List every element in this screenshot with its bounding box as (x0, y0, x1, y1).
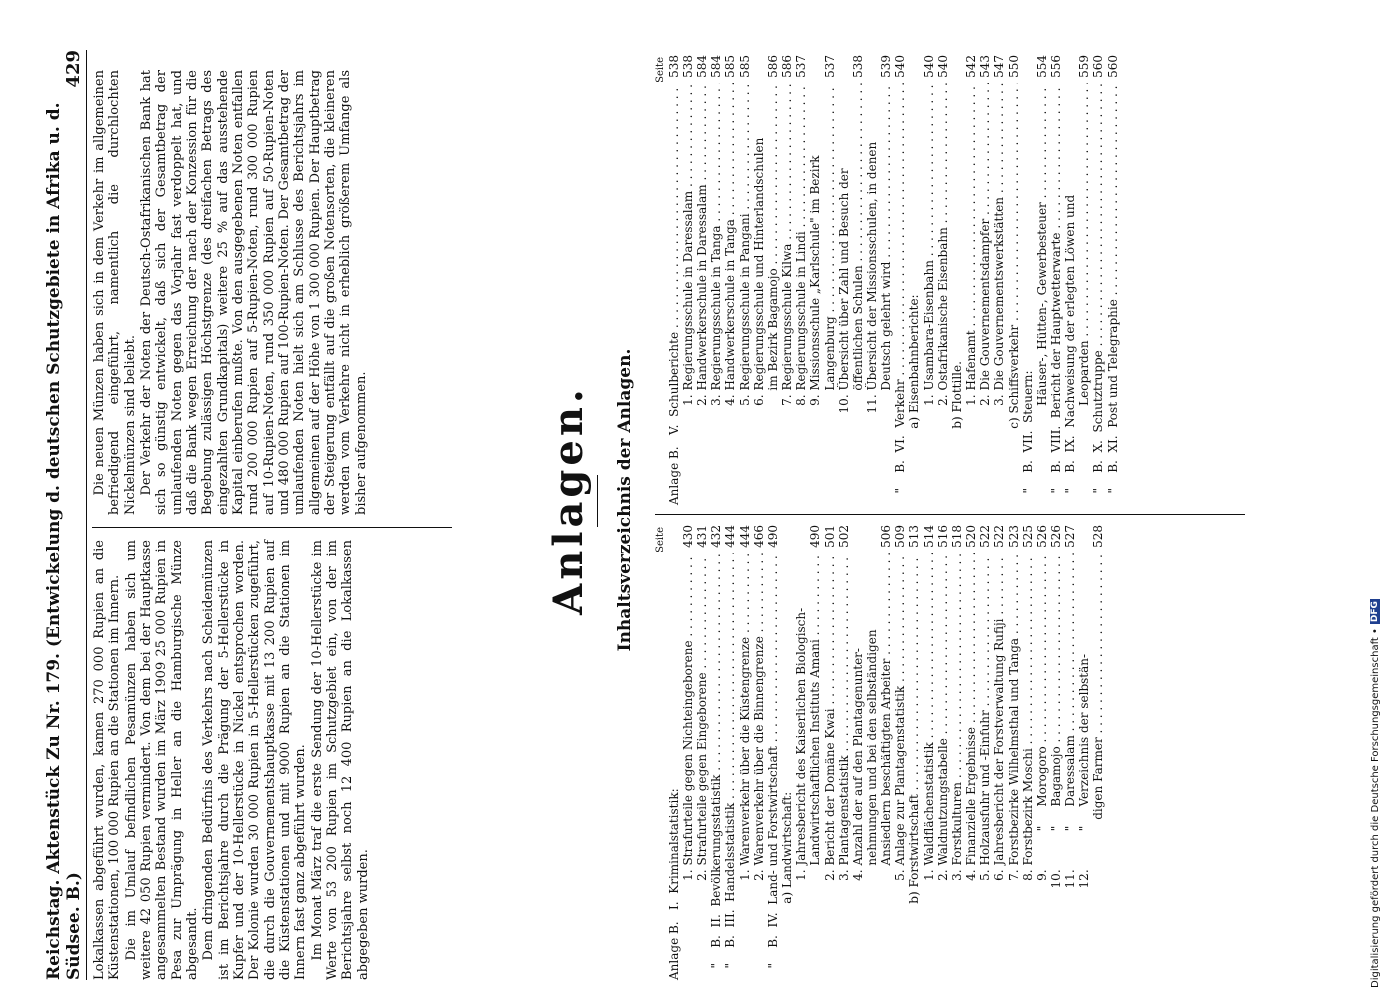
toc-entry-number: 3. (709, 390, 724, 505)
toc-entry-number: 1. (921, 390, 936, 505)
toc-entry (780, 525, 794, 980)
header-title: Reichstag. Aktenstück Zu Nr. 179. (Entwickelung d. deutschen Schutzgebiete in Afrika u. d. Südsee. B.) (43, 102, 84, 980)
toc-left-column (655, 525, 1106, 980)
toc-entry-number: 11. (864, 390, 879, 505)
toc-entry-page: 526 (1034, 525, 1049, 548)
toc-entry-number: b) (949, 412, 964, 505)
toc-entry-page: 506 (879, 525, 894, 548)
toc-entry (1063, 525, 1077, 980)
toc-entry (893, 55, 907, 505)
toc-entry-number: 8. (794, 390, 809, 505)
toc-entry (709, 525, 723, 980)
toc-entry-page: 522 (992, 525, 1007, 548)
toc-entry (681, 525, 695, 980)
toc-entry-title: Jahresbericht der Forstverwaltung Rufiji . . . (992, 553, 1006, 866)
toc-entry-title: Morogoro . . . (1035, 553, 1049, 807)
toc-entry-number: 7. (1006, 865, 1021, 980)
toc-entry (808, 525, 822, 980)
paragraph: Im Monat März traf die erste Sendung der 10-Hellerstücke im Werte von 53 200 Rupien im Schutzgebiet ein, von der im Berichtsjahre selbst noch 12 400 Rupien an die Lokalkassen abgegeben wurden. (309, 540, 371, 980)
toc-entry-title: Plantagenstatistik . . . (837, 553, 851, 866)
toc-entry (723, 525, 737, 980)
toc-entry-title: Warenverkehr über die Binnengrenze . . . (752, 553, 766, 866)
page-header (43, 50, 87, 980)
toc-entry-page: 444 (723, 525, 738, 548)
toc-entry-title: Forstwirtschaft . . . (907, 553, 921, 888)
toc-entry-number: 4. (723, 390, 738, 505)
toc-entry-title: Forstbezirke Wilhelmsthal und Tanga . . . (1007, 553, 1021, 866)
toc-entry-page: 513 (907, 525, 922, 548)
toc-right-column (655, 55, 1120, 505)
digitization-note (1368, 8, 1382, 988)
toc-entry (978, 55, 992, 505)
seite-label: Seite (655, 57, 666, 83)
toc-entry-number: c) (1006, 413, 1021, 505)
toc-entry (907, 55, 921, 505)
paragraph: Lokalkassen abgeführt wurden, kamen 270 000 Rupien an die Küstenstationen, 100 000 Rupien an die Stationen im Innern. (92, 540, 123, 980)
toc-entry-title: Forstkulturen . . . (950, 553, 964, 866)
toc-entry-number: " B. VII. (1020, 422, 1035, 505)
toc-entry-number: 2. (978, 390, 993, 505)
toc-entry-page: 584 (709, 55, 724, 78)
toc-entry (865, 55, 879, 505)
toc-entry-title: Regierungsschule Kilwa . . . (780, 83, 794, 391)
toc-entry-title: Kriminalstatistik: (666, 788, 681, 894)
toc-entry (922, 55, 936, 505)
toc-entry (851, 55, 865, 505)
toc-heading: Inhaltsverzeichnis der Anlagen. (615, 348, 635, 652)
toc-entry-number: 3. (992, 390, 1007, 505)
toc-entry-title: Warenverkehr über die Küstengrenze . . . (738, 553, 752, 866)
toc-entry-title: Ansiedlern beschäftigten Arbeiter . . . (879, 553, 893, 866)
toc-entry-number (1077, 406, 1091, 505)
toc-entry-title: Hafenamt . . . (964, 83, 978, 391)
toc-entry (950, 525, 964, 980)
toc-entry-title: digen Farmer . . . (1091, 553, 1105, 820)
toc-entry-number: " B. X. (1091, 432, 1106, 505)
toc-entry-number: 12. " (1077, 806, 1092, 980)
toc-entry (837, 55, 851, 505)
toc-entry-number: " B. XI. (1105, 427, 1120, 505)
toc-entry-number: b) (907, 887, 922, 980)
toc-entry (950, 55, 964, 505)
toc-entry (695, 55, 709, 505)
toc-entry (681, 55, 695, 505)
toc-entry (709, 55, 723, 505)
toc-entry-title: Regierungsschule und Hinterlandschulen (751, 137, 766, 391)
toc-entry-title: Regierungsschule in Daressalam . . . (681, 83, 695, 391)
toc-entry-page: 538 (666, 55, 681, 78)
toc-entry-page: 586 (780, 55, 795, 78)
toc-entry-number (865, 866, 879, 980)
toc-entry (964, 525, 978, 980)
toc-entry-number (879, 391, 893, 505)
toc-entry (1021, 525, 1035, 980)
toc-entry-number: 2. (822, 865, 837, 980)
toc-entry-number (766, 391, 780, 505)
toc-entry-page: 522 (978, 525, 993, 548)
anlagen-heading: Anlagen. (545, 385, 592, 615)
toc-entry (978, 525, 992, 980)
toc-entry-title: Jahresbericht des Kaiserlichen Biologisch- (794, 607, 809, 866)
toc-entry-page: 556 (1049, 55, 1064, 78)
toc-entry-number: 1. (921, 865, 936, 980)
toc-entry-page: 525 (1020, 525, 1035, 548)
toc-entry-number: 5. (893, 865, 908, 980)
toc-entry-title: Schulberichte . . . (667, 83, 681, 417)
toc-entry (879, 525, 893, 980)
toc-entry-page: 560 (1105, 55, 1120, 78)
toc-entry-page: 559 (1077, 55, 1092, 78)
toc-entry-page: 540 (935, 55, 950, 78)
toc-entry-title: Verzeichnis der selbstän- (1077, 653, 1092, 807)
toc-entry-number: 11. " (1063, 806, 1078, 980)
toc-entry-number: 3. (949, 865, 964, 980)
toc-entry (907, 525, 921, 980)
toc-entry-title: Bagamojo . . . (1049, 553, 1063, 807)
toc-entry (766, 525, 780, 980)
toc-entry (1007, 525, 1021, 980)
toc-entry-title: Usambara-Eisenbahn . . . (922, 83, 936, 391)
toc-entry-title: Deutsch gelehrt wird . . . (879, 83, 893, 391)
toc-entry-page: 537 (822, 55, 837, 78)
toc-entry-title: Langenburg . . . (823, 83, 837, 391)
toc-entry-page: 585 (737, 55, 752, 78)
toc-entry-page: 526 (1049, 525, 1064, 548)
toc-entry-title: Verkehr . . . (893, 83, 907, 428)
toc-entry-title: Bericht der Domäne Kwai . . . (823, 553, 837, 866)
toc-entry-page: 514 (921, 525, 936, 548)
toc-entry-title: Bevölkerungsstatistik . . . (709, 553, 723, 907)
toc-entry-title: Waldnutzungstabelle . . . (936, 553, 950, 866)
toc-entry-title: Die Gouvernementswerkstätten . . . (992, 83, 1006, 391)
page-number: 429 (62, 50, 84, 88)
toc-entry-title: Übersicht über Zahl und Besuch der (836, 168, 851, 391)
toc-entry (738, 525, 752, 980)
toc-entry-title: Ostafrikanische Eisenbahn . . . (936, 83, 950, 391)
toc-entry-title: Schiffsverkehr . . . (1007, 83, 1021, 413)
toc-entry-number: 7. (780, 390, 795, 505)
toc-entry (865, 525, 879, 980)
paragraph: Der Verkehr der Noten der Deutsch-Ostafrikanischen Bank hat sich so günstig entwickelt, daß sich der Gesamtbetrag der umlaufenden Noten gegen das Vorjahr fast verdoppelt hat, und daß die Bank wegen Erreichung der nach der Konzession für die Begebung zulässigen Höchstgrenze (des dreifachen Betrags des eingezahlten Grundkapitals) weitere 25 % auf das ausstehende Kapital einberufen mußte. Von den ausgegebenen Noten entfallen rund 200 000 Rupien auf 5-Rupien-Noten, rund 300 000 Rupien auf 10-Rupien-Noten, rund 350 000 Rupien auf 50-Rupien-Noten und 480 000 Rupien auf 100-Rupien-Noten. Der Gesamtbetrag der umlaufenden Noten hielt sich am Schlusse des Berichtsjahrs im allgemeinen auf der Höhe von 1 300 000 Rupien. Der Hauptbetrag der Steigerung entfällt auf die großen Notensorten, die kleineren werden vom Verkehre nicht in erheblich größerem Umfange als bisher aufgenommen. (138, 70, 369, 515)
toc-entry-page: 523 (1006, 525, 1021, 548)
toc-entry (794, 525, 808, 980)
toc-entry-title: Land- und Forstwirtschaft . . . (766, 553, 780, 905)
toc-entry-number: 9. " (1034, 806, 1049, 980)
toc-entry (1049, 55, 1063, 505)
toc-entry-page: 430 (680, 525, 695, 548)
toc-entry-number: " B. VI. (893, 427, 908, 505)
toc-entry-number: 2. (935, 390, 950, 505)
toc-entry-title: Handelsstatistik . . . (723, 553, 737, 902)
heading-rule (597, 475, 598, 527)
toc-entry-title: Handwerkerschule in Tanga . . . (723, 83, 737, 391)
toc-entry-page: 543 (978, 55, 993, 78)
toc-entry-title: nehmungen und bei den selbständigen (864, 629, 879, 866)
dfg-badge: DFG (1370, 601, 1380, 623)
toc-entry (992, 55, 1006, 505)
toc-entry-number: Anlage B. V. (666, 416, 681, 505)
toc-entry-page: 444 (737, 525, 752, 548)
toc-entry (992, 525, 1006, 980)
toc-entry-page: 539 (879, 55, 894, 78)
toc-entry-number: a) (907, 413, 922, 505)
toc-entry-page: 528 (1091, 525, 1106, 548)
toc-entry (1063, 55, 1077, 505)
toc-entry (766, 55, 780, 505)
toc-entry-number: 1. (680, 390, 695, 505)
toc-entry (1091, 525, 1105, 980)
toc-entry-page: 432 (709, 525, 724, 548)
toc-entry-number: 1. (737, 865, 752, 980)
toc-entry (1091, 55, 1105, 505)
toc-entry-title: Steuern: (1020, 370, 1035, 423)
toc-entry-title: Bericht der Hauptwetterwarte . . . (1049, 83, 1063, 418)
toc-entry-number: 6. (992, 865, 1007, 980)
toc-entry (1021, 55, 1035, 505)
toc-entry-page: 490 (808, 525, 823, 548)
toc-entry-title: Regierungsschule in Lindi . . . (794, 83, 808, 391)
toc-entry-number: a) (780, 888, 795, 980)
toc-entry-number: " B. III. (723, 901, 738, 980)
toc-entry-title: Regierungsschule in Pangani . . . (738, 83, 752, 391)
toc-entry (1035, 55, 1049, 505)
toc-entry-title: Die Gouvernementsdampfer . . . (978, 83, 992, 391)
toc-entry-number (1035, 406, 1049, 505)
toc-entry (723, 55, 737, 505)
toc-entry-title: Regierungsschule in Tanga . . . (709, 83, 723, 391)
toc-entry-page: 516 (935, 525, 950, 548)
toc-entry-number: " B. IV. (765, 904, 780, 980)
toc-entry-title: Strafurteile gegen Eingeborene . . . (695, 553, 709, 866)
toc-entry-title: Eisenbahnberichte: (907, 294, 922, 414)
toc-entry-title: Nachweisung der erlegten Löwen und (1063, 194, 1078, 428)
toc-entry-page: 527 (1063, 525, 1078, 548)
toc-entry (780, 55, 794, 505)
toc-entry-page: 466 (751, 525, 766, 548)
toc-entry-page: 538 (680, 55, 695, 78)
toc-entry-number (1091, 820, 1105, 980)
paragraph: Dem dringenden Bedürfnis des Verkehrs nach Scheidemünzen ist im Berichtsjahre durch die Prägung der 5-Hellerstücke in Kupfer und der 10-Hellerstücke in Nickel entsprochen worden. Der Kolonie wurden 30 000 Rupien in 5-Hellerstücken zugeführt, die durch die Gouvernementshauptkasse mit 13 200 Rupien auf die Küstenstationen und mit 9000 Rupien an die Stationen im Innern fast ganz abgeführt wurden. (201, 540, 309, 980)
toc-entry (823, 525, 837, 980)
toc-entry-number: 2. (935, 865, 950, 980)
column-divider (92, 527, 452, 528)
toc-entry (1077, 55, 1091, 505)
toc-entry (936, 525, 950, 980)
toc-entry (752, 525, 766, 980)
toc-entry (851, 525, 865, 980)
toc-entry-title: Strafurteile gegen Nichteingeborene . . . (681, 553, 695, 866)
toc-entry-number: 4. (850, 865, 865, 980)
toc-entry-page: 540 (893, 55, 908, 78)
toc-entry-number: 9. (808, 390, 823, 505)
toc-entry-page: 584 (695, 55, 710, 78)
toc-entry-page: 501 (822, 525, 837, 548)
paragraph: Die im Umlauf befindlichen Pesamünzen haben sich um weitere 42 050 Rupien vermindert. Von dem bei der Hauptkasse angesammelten Bestand wurden im März 1909 25 000 Rupien in Pesa zur Umprägung in Heller an die Hamburgische Münze abgesandt. (123, 540, 200, 980)
toc-entry-title: im Bezirk Bagamojo . . . (766, 83, 780, 391)
toc-entry (695, 525, 709, 980)
toc-entry-title: Anlage zur Plantagenstatistik . . . (893, 553, 907, 866)
toc-entry-page: 518 (949, 525, 964, 548)
toc-entry-page: 538 (850, 55, 865, 78)
toc-entry-number: 2. (695, 390, 710, 505)
toc-entry-title: Leoparden . . . (1077, 83, 1091, 406)
toc-entry (964, 55, 978, 505)
toc-entry (738, 55, 752, 505)
toc-entry (1049, 525, 1063, 980)
toc-entry-page: 537 (794, 55, 809, 78)
toc-entry-page: 586 (765, 55, 780, 78)
toc-entry (1007, 55, 1021, 505)
toc-entry-number: 10. (836, 390, 851, 505)
toc-entry (879, 55, 893, 505)
digitization-text: Digitalisierung gefördert durch die Deutsche Forschungsgemeinschaft • (1369, 628, 1381, 988)
toc-entry-page: 585 (723, 55, 738, 78)
toc-entry-page: 490 (765, 525, 780, 548)
toc-entry-page: 550 (1006, 55, 1021, 78)
toc-entry-title: Finanzielle Ergebnisse . . . (964, 553, 978, 866)
toc-entry (1106, 55, 1120, 505)
toc-entry-number: " B. IX. (1063, 427, 1078, 505)
top-right-column (92, 70, 370, 515)
toc-entry-number: 4. (964, 865, 979, 980)
toc-entry-number: 1. (680, 865, 695, 980)
toc-entry-title: Post und Telegraphie . . . (1106, 83, 1120, 428)
toc-entry (808, 55, 822, 505)
toc-entry-number: 5. (737, 390, 752, 505)
toc-entry-number: 8. (1020, 865, 1035, 980)
toc-entry (1035, 525, 1049, 980)
toc-entry-page: 560 (1091, 55, 1106, 78)
toc-entry-title: Schutztruppe . . . (1091, 83, 1105, 433)
toc-entry-number: 6. (751, 390, 766, 505)
toc-entry (922, 525, 936, 980)
toc-entry (823, 55, 837, 505)
toc-entry-title: Anzahl der auf den Plantagenunter- (850, 648, 865, 866)
toc-entry-title: Waldflächenstatistik . . . (922, 553, 936, 866)
toc-entry-number: 5. (978, 865, 993, 980)
toc-entry-number: Anlage B. I. (666, 893, 681, 980)
toc-entry-page: 547 (992, 55, 1007, 78)
toc-entry (794, 55, 808, 505)
toc-entry-page: 520 (964, 525, 979, 548)
toc-entry-page: 509 (893, 525, 908, 548)
toc-entry-title: Landwirtschaft: (780, 791, 795, 889)
toc-entry-title: Forstbezirk Moschi . . . (1021, 553, 1035, 866)
toc-entry (752, 55, 766, 505)
toc-entry-title: Missionsschule „Karlschule" im Bezirk (808, 155, 823, 391)
toc-entry-page: 431 (695, 525, 710, 548)
toc-entry-title: Übersicht der Missionsschulen, in denen (864, 141, 879, 391)
toc-entry (936, 55, 950, 505)
toc-entry-title: Daressalam . . . (1063, 553, 1077, 807)
toc-entry-title: Häuser-, Hütten-, Gewerbesteuer . . . (1035, 83, 1049, 406)
toc-entry-title: Holzausfuhr und -Einfuhr . . . (978, 553, 992, 866)
toc-entry-number: " B. VIII. (1049, 418, 1064, 505)
toc-entry-number: 1. (794, 865, 809, 980)
toc-entry-page: 554 (1034, 55, 1049, 78)
toc-entry-title: öffentlichen Schulen . . . (851, 83, 865, 391)
seite-label: Seite (655, 527, 666, 553)
toc-entry-number: 3. (836, 865, 851, 980)
toc-entry-page: 540 (921, 55, 936, 78)
toc-entry-number: 2. (695, 865, 710, 980)
toc-entry (837, 525, 851, 980)
toc-entry-number: 1. (964, 390, 979, 505)
toc-entry-page: 542 (964, 55, 979, 78)
toc-entry-number (851, 391, 865, 505)
toc-entry (1077, 525, 1091, 980)
toc-entry-number (808, 866, 822, 980)
toc-entry-number (879, 866, 893, 980)
toc-entry-title: Handwerkerschule in Daressalam . . . (695, 83, 709, 391)
toc-entry-page: 502 (836, 525, 851, 548)
paragraph: Die neuen Münzen haben sich in dem Verkehr im allgemeinen befriedigend eingeführt, namentlich die durchlochten Nickelmünzen sind beliebt. (92, 70, 138, 515)
toc-entry-title: Flottille. (949, 361, 964, 413)
toc-entry-number (823, 391, 837, 505)
top-left-column (92, 540, 372, 980)
toc-entry-number: 2. (751, 865, 766, 980)
toc-entry (893, 525, 907, 980)
toc-entry-number: 10. " (1049, 806, 1064, 980)
toc-entry (667, 525, 681, 980)
toc-entry-number: " B. II. (709, 906, 724, 980)
toc-entry-title: Landwirtschaftlichen Instituts Amani . . . (808, 553, 822, 866)
toc-entry (667, 55, 681, 505)
toc-divider (655, 514, 1245, 515)
